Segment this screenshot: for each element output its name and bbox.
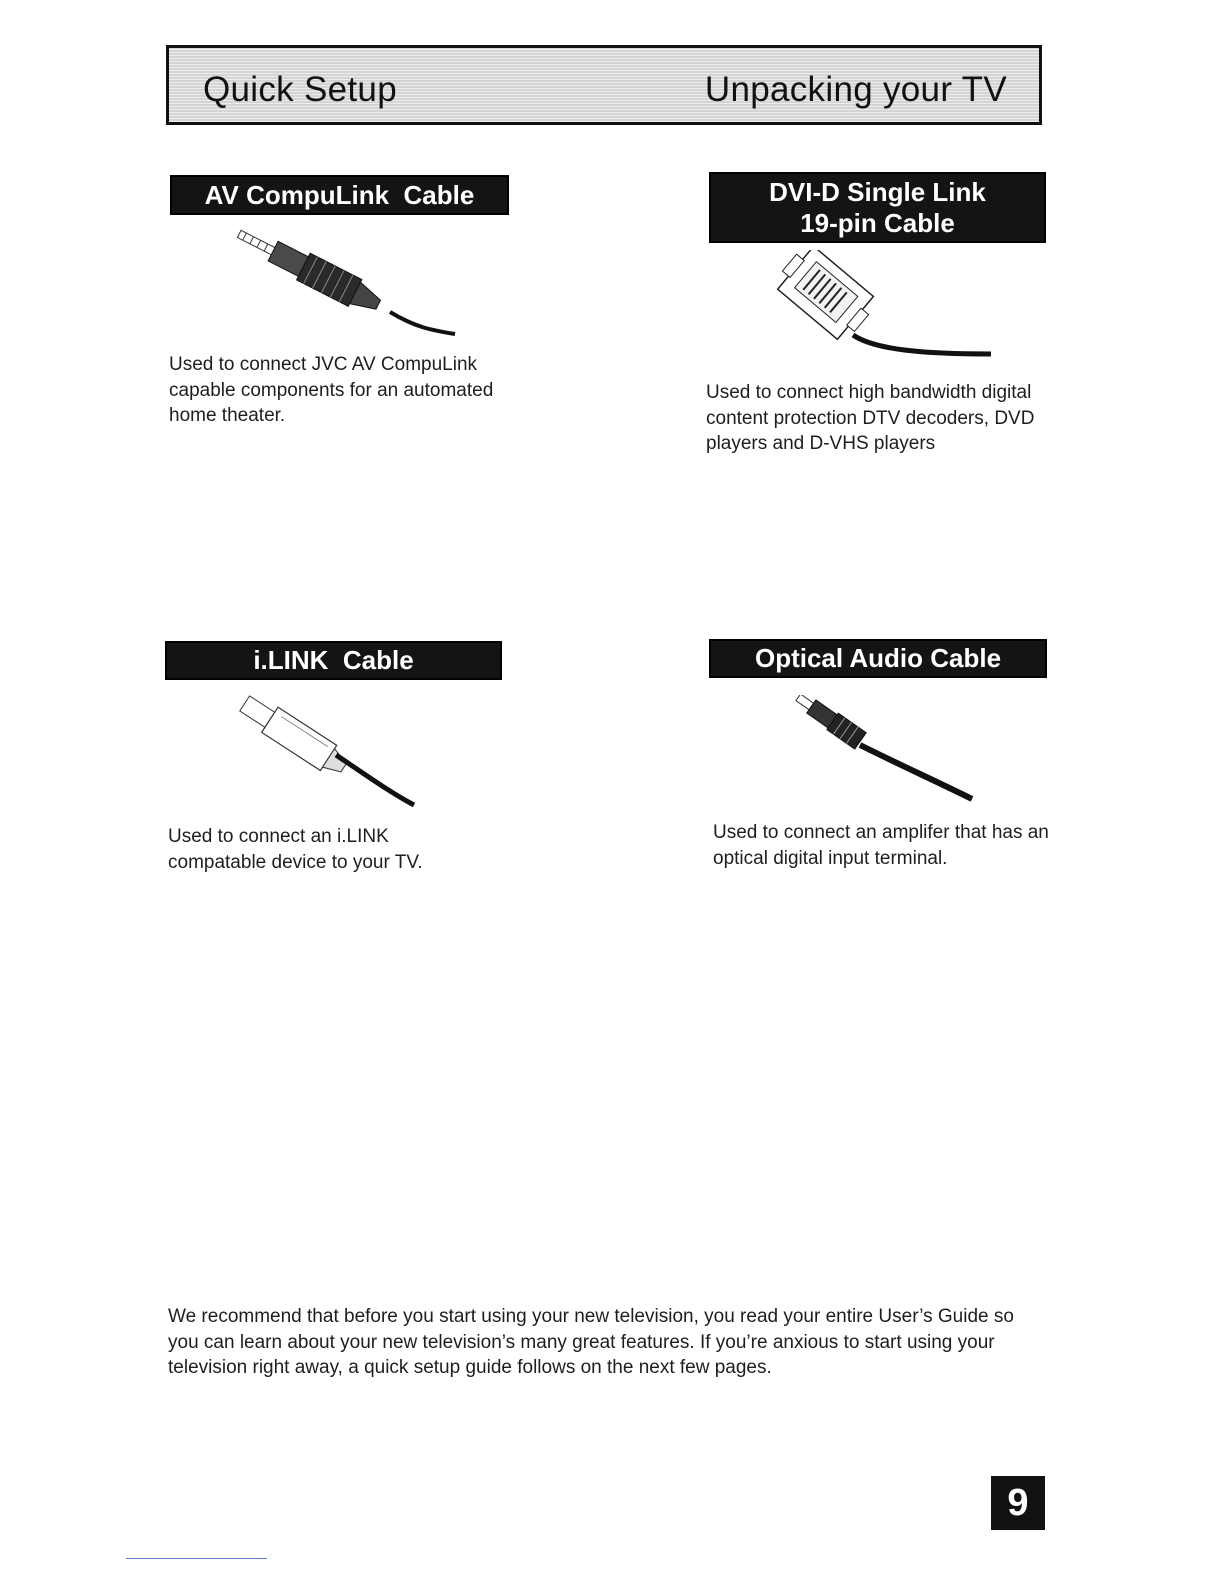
intro-paragraph: We recommend that before you start using your new television, you read your entire User’s Guide so you can learn about your new television’s many great features. If you’re anxious to start using your television right away, a quick setup guide follows on the next few pages. bbox=[168, 1306, 1014, 1378]
dvi-d-cable-icon bbox=[775, 250, 995, 362]
ilink-cable-icon bbox=[236, 695, 418, 810]
page-number: 9 bbox=[991, 1476, 1045, 1530]
section-title: Quick Setup bbox=[203, 70, 397, 109]
av-compulink-title-text: AV CompuLink Cable bbox=[204, 179, 475, 210]
dvi-d-title-line1: DVI-D Single Link bbox=[769, 176, 986, 207]
optical-audio-description: Used to connect an amplifer that has an optical digital input terminal. bbox=[713, 822, 1049, 869]
page-title: Unpacking your TV bbox=[704, 70, 1007, 109]
dvi-d-title bbox=[709, 172, 1046, 243]
av-compulink-title bbox=[170, 175, 509, 215]
optical-audio-title bbox=[709, 639, 1047, 678]
optical-audio-title-text: Optical Audio Cable bbox=[754, 643, 1002, 673]
optical-audio-cable-icon bbox=[790, 695, 976, 803]
ilink-description: Used to connect an i.LINK compatable device to your TV. bbox=[168, 826, 423, 873]
ilink-title bbox=[165, 641, 502, 680]
av-compulink-description: Used to connect JVC AV CompuLink capable components for an automated home theater. bbox=[169, 354, 494, 426]
footer-rule bbox=[126, 1558, 267, 1559]
dvi-d-description: Used to connect high bandwidth digital content protection DTV decoders, DVD players and D-VHS players bbox=[706, 382, 1035, 454]
header-banner bbox=[166, 45, 1042, 125]
av-compulink-cable-icon bbox=[230, 222, 460, 342]
ilink-title-text: i.LINK Cable bbox=[253, 645, 414, 675]
dvi-d-title-line2: 19-pin Cable bbox=[800, 207, 955, 238]
